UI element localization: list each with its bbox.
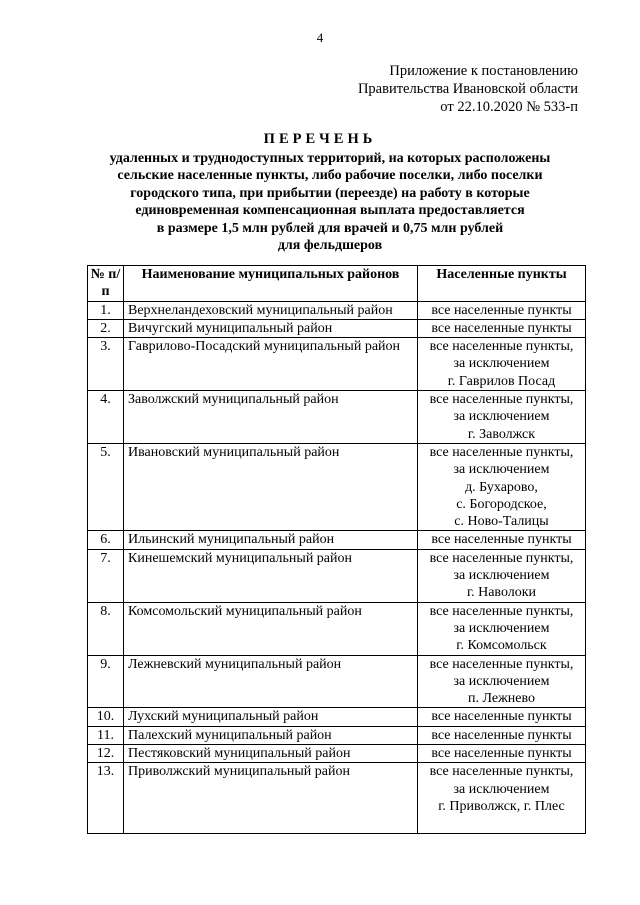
appendix-line-3: от 22.10.2020 № 533-п — [440, 99, 578, 115]
district-name: Верхнеландеховский муниципальный район — [124, 301, 418, 319]
district-name: Лежневский муниципальный район — [124, 655, 418, 708]
district-name: Ивановский муниципальный район — [124, 443, 418, 530]
settlements-line: за исключением — [453, 781, 550, 797]
table-row — [88, 763, 586, 833]
settlements-line: г. Комсомольск — [456, 638, 547, 654]
settlements-cell — [418, 338, 586, 391]
district-name: Гаврилово-Посадский муниципальный район — [124, 338, 418, 391]
row-number: 3. — [88, 338, 124, 391]
table-row — [88, 708, 586, 726]
row-number: 9. — [88, 655, 124, 708]
settlements-line: все населенные пункты, — [429, 392, 574, 408]
settlements-line: с. Ново-Талицы — [454, 514, 549, 530]
settlements-cell — [418, 301, 586, 319]
settlements-line: г. Наволоки — [466, 585, 537, 601]
district-name: Лухский муниципальный район — [124, 708, 418, 726]
table-row — [88, 531, 586, 549]
settlements-cell — [418, 763, 586, 833]
header-name: Наименование муниципальных районов — [124, 266, 418, 302]
settlements-cell — [418, 655, 586, 708]
table-row — [88, 602, 586, 655]
table-row — [88, 319, 586, 337]
settlements-line: п. Лежнево — [468, 691, 535, 707]
subtitle-line: в размере 1,5 млн рублей для врачей и 0,75 млн рублей — [156, 220, 504, 236]
row-number: 13. — [88, 763, 124, 833]
settlements-line: за исключением — [453, 620, 550, 636]
settlements-cell — [418, 726, 586, 744]
district-name: Заволжский муниципальный район — [124, 391, 418, 444]
settlements-cell — [418, 319, 586, 337]
settlements-line: с. Богородское, — [456, 496, 547, 512]
row-number: 8. — [88, 602, 124, 655]
settlements-line: все населенные пункты, — [429, 656, 574, 672]
table-row — [88, 301, 586, 319]
table-row — [88, 726, 586, 744]
settlements-line: все населенные пункты, — [429, 339, 574, 355]
row-number: 12. — [88, 745, 124, 763]
row-number: 11. — [88, 726, 124, 744]
appendix-line-2: Правительства Ивановской области — [357, 81, 578, 97]
settlements-cell — [418, 708, 586, 726]
settlements-line: все населенные пункты — [431, 709, 572, 725]
settlements-line: все населенные пункты, — [429, 444, 574, 460]
settlements-cell — [418, 745, 586, 763]
district-name: Приволжский муниципальный район — [124, 763, 418, 833]
document-subtitle — [70, 150, 590, 254]
table-header-row — [88, 266, 586, 302]
table-row — [88, 338, 586, 391]
table-row — [88, 655, 586, 708]
row-number: 1. — [88, 301, 124, 319]
row-number: 2. — [88, 319, 124, 337]
subtitle-line: городского типа, при прибытии (переезде) на работу в которые — [130, 185, 530, 201]
district-name: Пестяковский муниципальный район — [124, 745, 418, 763]
settlements-line: за исключением — [453, 462, 550, 478]
table-row — [88, 745, 586, 763]
settlements-line: все населенные пункты — [431, 532, 572, 548]
settlements-line: все населенные пункты, — [429, 764, 574, 780]
document-title: ПЕРЕЧЕНЬ — [263, 131, 377, 147]
settlements-cell — [418, 531, 586, 549]
settlements-line: за исключением — [453, 673, 550, 689]
settlements-line: за исключением — [453, 568, 550, 584]
settlements-cell — [418, 391, 586, 444]
subtitle-line: для фельдшеров — [277, 238, 383, 254]
settlements-line — [422, 815, 581, 832]
settlements-line: д. Бухарово, — [465, 479, 538, 495]
header-num: № п/п — [88, 266, 124, 302]
district-name: Ильинский муниципальный район — [124, 531, 418, 549]
table-row — [88, 391, 586, 444]
settlements-cell — [418, 443, 586, 530]
row-number: 6. — [88, 531, 124, 549]
table-body — [88, 301, 586, 833]
table-row — [88, 443, 586, 530]
settlements-line: все населенные пункты — [431, 302, 572, 318]
row-number: 10. — [88, 708, 124, 726]
settlements-cell — [418, 549, 586, 602]
settlements-line: г. Гаврилов Посад — [447, 373, 556, 389]
settlements-line: все населенные пункты — [431, 727, 572, 743]
page-number: 4 — [316, 30, 324, 45]
appendix-line-1: Приложение к постановлению — [389, 63, 578, 79]
settlements-line: за исключением — [453, 409, 550, 425]
row-number: 7. — [88, 549, 124, 602]
territories-table — [87, 265, 586, 834]
header-points: Населенные пункты — [418, 266, 586, 302]
table-row — [88, 549, 586, 602]
subtitle-line: единовременная компенсационная выплата предоставляется — [135, 203, 525, 219]
settlements-line: г. Заволжск — [467, 426, 536, 442]
settlements-line: все населенные пункты, — [429, 550, 574, 566]
district-name: Вичугский муниципальный район — [124, 319, 418, 337]
settlements-line: все населенные пункты — [431, 320, 572, 336]
settlements-cell — [418, 602, 586, 655]
row-number: 5. — [88, 443, 124, 530]
appendix-header — [358, 62, 578, 116]
row-number: 4. — [88, 391, 124, 444]
district-name: Палехский муниципальный район — [124, 726, 418, 744]
district-name: Кинешемский муниципальный район — [124, 549, 418, 602]
district-name: Комсомольский муниципальный район — [124, 602, 418, 655]
settlements-line: все населенные пункты — [431, 746, 572, 762]
settlements-line: г. Приволжск, г. Плес — [438, 798, 565, 814]
subtitle-line: удаленных и труднодоступных территорий, на которых расположены — [109, 151, 551, 166]
subtitle-line: сельские населенные пункты, либо рабочие поселки, либо поселки — [117, 168, 543, 184]
settlements-line: за исключением — [453, 356, 550, 372]
settlements-line: все населенные пункты, — [429, 603, 574, 619]
